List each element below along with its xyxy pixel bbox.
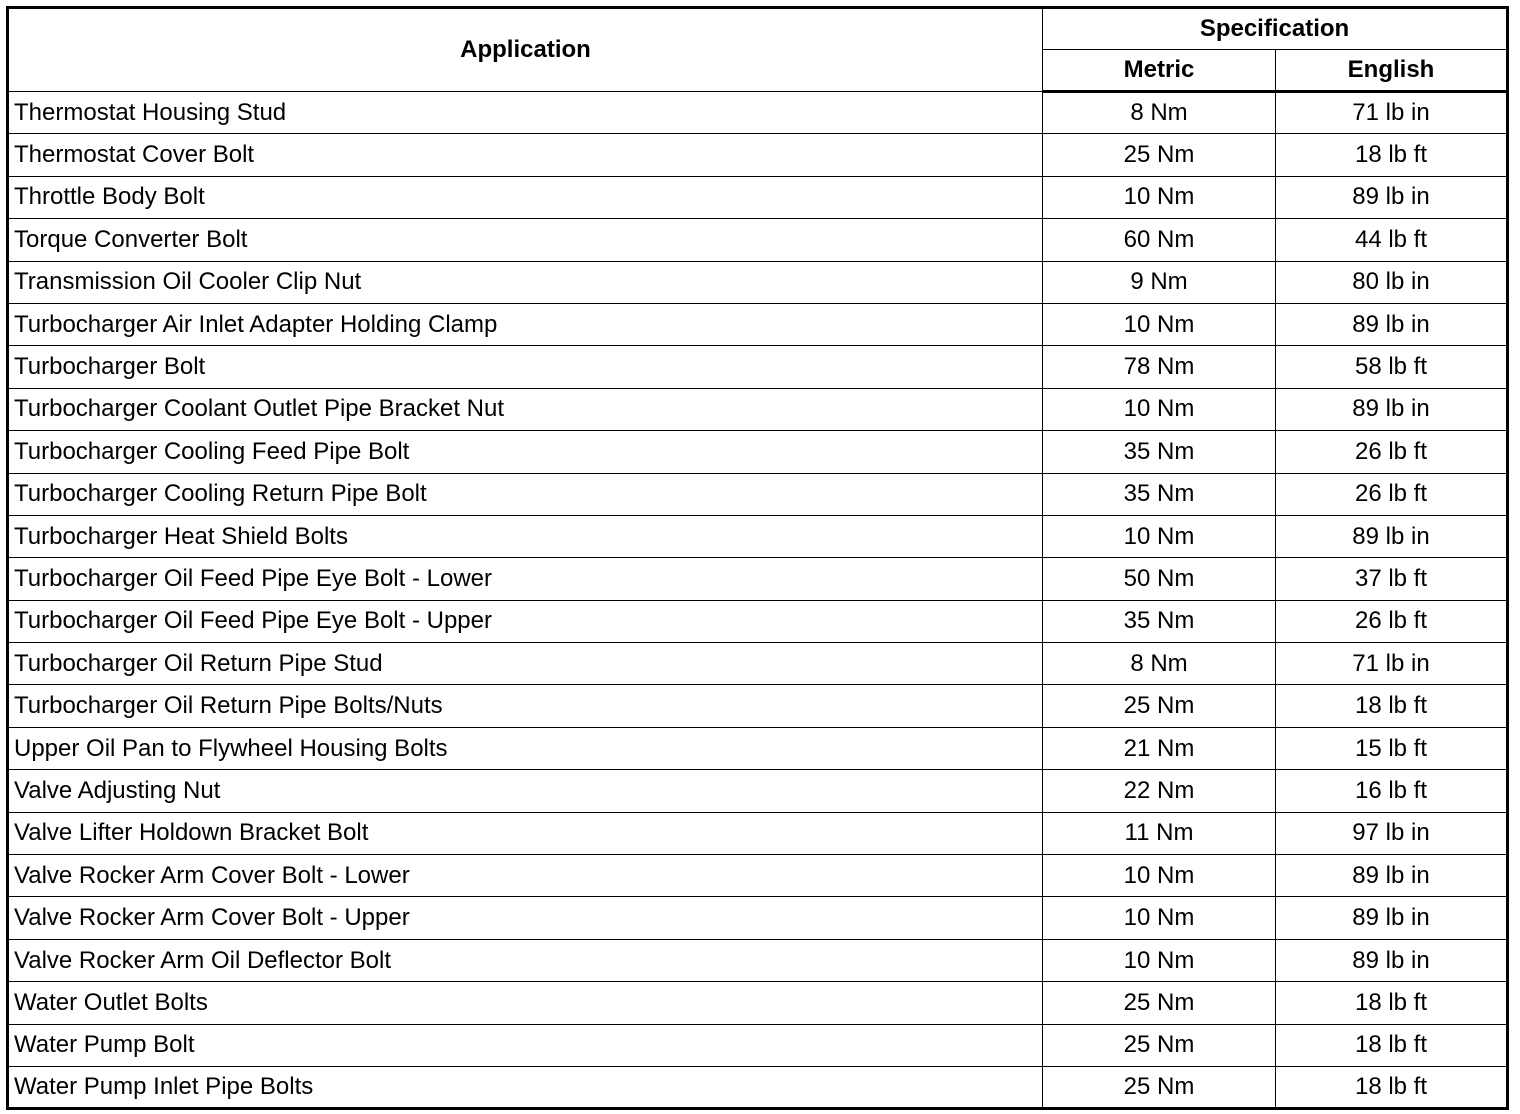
english-cell: 15 lb ft: [1276, 727, 1508, 769]
metric-cell: 35 Nm: [1043, 431, 1276, 473]
metric-cell: 25 Nm: [1043, 685, 1276, 727]
table-row: [8, 685, 1508, 727]
english-header: English: [1276, 50, 1508, 92]
table-row: [8, 558, 1508, 600]
table-row: [8, 1024, 1508, 1066]
metric-cell: 10 Nm: [1043, 897, 1276, 939]
application-cell: Torque Converter Bolt: [8, 219, 1043, 261]
table-row: [8, 727, 1508, 769]
metric-cell: 10 Nm: [1043, 515, 1276, 557]
metric-cell: 10 Nm: [1043, 939, 1276, 981]
table-row: [8, 939, 1508, 981]
metric-cell: 25 Nm: [1043, 1066, 1276, 1108]
table-row: [8, 388, 1508, 430]
application-cell: Turbocharger Oil Feed Pipe Eye Bolt - Lower: [8, 558, 1043, 600]
english-cell: 18 lb ft: [1276, 134, 1508, 176]
metric-cell: 35 Nm: [1043, 600, 1276, 642]
english-cell: 44 lb ft: [1276, 219, 1508, 261]
english-cell: 37 lb ft: [1276, 558, 1508, 600]
table-row: [8, 855, 1508, 897]
english-cell: 26 lb ft: [1276, 431, 1508, 473]
application-cell: Valve Rocker Arm Oil Deflector Bolt: [8, 939, 1043, 981]
english-cell: 18 lb ft: [1276, 685, 1508, 727]
application-cell: Valve Lifter Holdown Bracket Bolt: [8, 812, 1043, 854]
table-row: [8, 515, 1508, 557]
metric-cell: 10 Nm: [1043, 303, 1276, 345]
english-cell: 89 lb in: [1276, 855, 1508, 897]
english-cell: 89 lb in: [1276, 388, 1508, 430]
application-cell: Valve Rocker Arm Cover Bolt - Lower: [8, 855, 1043, 897]
table-row: [8, 92, 1508, 134]
english-cell: 18 lb ft: [1276, 1024, 1508, 1066]
table-row: [8, 346, 1508, 388]
english-cell: 89 lb in: [1276, 939, 1508, 981]
metric-cell: 10 Nm: [1043, 176, 1276, 218]
application-cell: Throttle Body Bolt: [8, 176, 1043, 218]
english-cell: 89 lb in: [1276, 515, 1508, 557]
application-cell: Valve Adjusting Nut: [8, 770, 1043, 812]
table-header: [8, 8, 1508, 92]
table-row: [8, 431, 1508, 473]
english-cell: 89 lb in: [1276, 897, 1508, 939]
english-cell: 71 lb in: [1276, 92, 1508, 134]
metric-cell: 11 Nm: [1043, 812, 1276, 854]
english-cell: 58 lb ft: [1276, 346, 1508, 388]
english-cell: 80 lb in: [1276, 261, 1508, 303]
metric-cell: 8 Nm: [1043, 643, 1276, 685]
application-cell: Turbocharger Coolant Outlet Pipe Bracket Nut: [8, 388, 1043, 430]
application-cell: Turbocharger Bolt: [8, 346, 1043, 388]
table-row: [8, 770, 1508, 812]
table-row: [8, 982, 1508, 1024]
metric-cell: 60 Nm: [1043, 219, 1276, 261]
application-cell: Upper Oil Pan to Flywheel Housing Bolts: [8, 727, 1043, 769]
metric-cell: 25 Nm: [1043, 1024, 1276, 1066]
table-row: [8, 134, 1508, 176]
metric-cell: 8 Nm: [1043, 92, 1276, 134]
specification-header: Specification: [1043, 8, 1508, 50]
application-cell: Water Pump Inlet Pipe Bolts: [8, 1066, 1043, 1108]
english-cell: 18 lb ft: [1276, 1066, 1508, 1108]
header-row-top: [8, 8, 1508, 50]
metric-cell: 78 Nm: [1043, 346, 1276, 388]
application-cell: Turbocharger Cooling Return Pipe Bolt: [8, 473, 1043, 515]
table-row: [8, 176, 1508, 218]
table-row: [8, 303, 1508, 345]
english-cell: 26 lb ft: [1276, 473, 1508, 515]
table-row: [8, 261, 1508, 303]
application-cell: Water Pump Bolt: [8, 1024, 1043, 1066]
metric-cell: 25 Nm: [1043, 134, 1276, 176]
metric-cell: 10 Nm: [1043, 855, 1276, 897]
table-body: [8, 92, 1508, 1109]
application-cell: Valve Rocker Arm Cover Bolt - Upper: [8, 897, 1043, 939]
specification-table: [6, 6, 1509, 1110]
table-row: [8, 812, 1508, 854]
english-cell: 89 lb in: [1276, 303, 1508, 345]
english-cell: 97 lb in: [1276, 812, 1508, 854]
metric-header: Metric: [1043, 50, 1276, 92]
application-cell: Turbocharger Oil Feed Pipe Eye Bolt - Upper: [8, 600, 1043, 642]
application-cell: Thermostat Housing Stud: [8, 92, 1043, 134]
table-row: [8, 1066, 1508, 1108]
application-cell: Turbocharger Air Inlet Adapter Holding Clamp: [8, 303, 1043, 345]
metric-cell: 35 Nm: [1043, 473, 1276, 515]
table-row: [8, 600, 1508, 642]
application-cell: Turbocharger Heat Shield Bolts: [8, 515, 1043, 557]
metric-cell: 50 Nm: [1043, 558, 1276, 600]
application-cell: Transmission Oil Cooler Clip Nut: [8, 261, 1043, 303]
application-header: Application: [8, 8, 1043, 92]
metric-cell: 9 Nm: [1043, 261, 1276, 303]
english-cell: 71 lb in: [1276, 643, 1508, 685]
application-cell: Turbocharger Oil Return Pipe Bolts/Nuts: [8, 685, 1043, 727]
english-cell: 18 lb ft: [1276, 982, 1508, 1024]
application-cell: Turbocharger Oil Return Pipe Stud: [8, 643, 1043, 685]
metric-cell: 21 Nm: [1043, 727, 1276, 769]
table-row: [8, 643, 1508, 685]
application-cell: Water Outlet Bolts: [8, 982, 1043, 1024]
table-row: [8, 897, 1508, 939]
metric-cell: 10 Nm: [1043, 388, 1276, 430]
application-cell: Turbocharger Cooling Feed Pipe Bolt: [8, 431, 1043, 473]
metric-cell: 25 Nm: [1043, 982, 1276, 1024]
table-row: [8, 219, 1508, 261]
application-cell: Thermostat Cover Bolt: [8, 134, 1043, 176]
english-cell: 89 lb in: [1276, 176, 1508, 218]
english-cell: 26 lb ft: [1276, 600, 1508, 642]
table-row: [8, 473, 1508, 515]
metric-cell: 22 Nm: [1043, 770, 1276, 812]
english-cell: 16 lb ft: [1276, 770, 1508, 812]
